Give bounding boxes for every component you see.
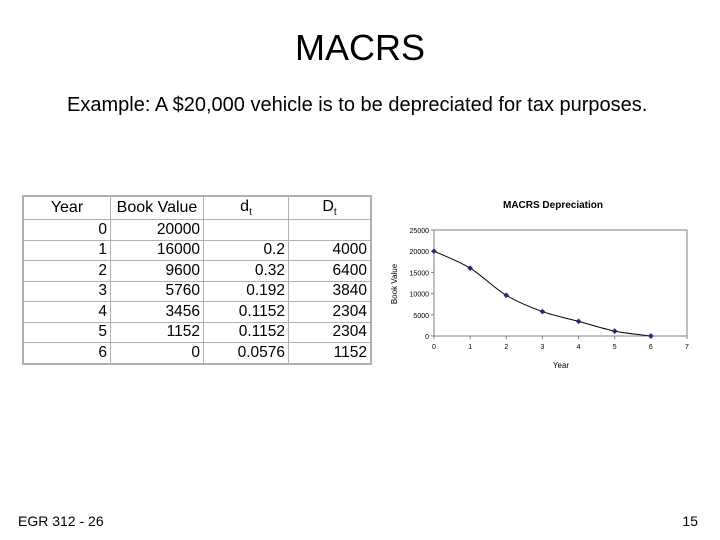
cell-depreciation [289,220,371,241]
y-tick-label: 20000 [409,249,429,257]
chart-y-label: Book Value [390,263,399,305]
header-year [24,197,111,220]
chart-x-label: Year [552,361,570,370]
header-year-label: Year [50,199,84,216]
page-number: 15 [682,513,698,529]
cell-depreciation: 1152 [289,343,371,364]
data-point [540,309,546,315]
header-book-value-label: Book Value [116,199,198,216]
cell-depreciation: 2304 [289,302,371,323]
header-rate-subscript: t [249,207,252,219]
cell-rate: 0.192 [204,281,289,302]
x-tick-label: 6 [648,344,653,351]
cell-year: 4 [24,302,111,323]
header-rate-label: d [240,197,250,215]
cell-rate [204,220,289,241]
data-point [576,319,582,325]
chart-title: MACRS Depreciation [502,200,604,211]
y-tick-label: 25000 [409,228,429,235]
header-depreciation [289,197,371,220]
course-code: EGR 312 - 26 [18,513,104,529]
example-text: Example: A $20,000 vehicle is to be depreciated for tax purposes. [67,94,648,116]
y-tick-label: 10000 [409,291,429,299]
plot-area-border [434,230,687,336]
data-point [467,265,473,271]
header-rate [204,197,289,220]
x-tick-label: 7 [685,344,689,351]
y-tick-label: 0 [425,334,429,341]
table-row [24,322,371,343]
cell-year: 3 [24,281,111,302]
data-point [431,248,437,254]
cell-year: 6 [24,343,111,364]
cell-book-value: 0 [111,343,204,364]
cell-book-value: 1152 [111,322,204,343]
cell-book-value: 20000 [111,220,204,241]
cell-book-value: 16000 [111,240,204,261]
cell-book-value: 3456 [111,302,204,323]
cell-rate: 0.32 [204,261,289,282]
cell-depreciation: 6400 [289,261,371,282]
header-book-value [111,197,204,220]
chart-tick-labels [410,228,690,351]
table-row [24,343,371,364]
y-tick-label: 5000 [413,312,429,320]
data-point [612,328,618,334]
depreciation-table-container [22,195,372,365]
cell-rate: 0.1152 [204,302,289,323]
x-tick-label: 1 [468,344,473,351]
cell-rate: 0.1152 [204,322,289,343]
header-depreciation-label: D [322,197,334,215]
table-row [24,220,371,241]
cell-year: 5 [24,322,111,343]
x-tick-label: 3 [540,344,545,351]
slide-title: MACRS [294,27,425,68]
cell-year: 1 [24,240,111,261]
depreciation-table [23,196,371,364]
macrs-chart [385,188,710,378]
table-row [24,240,371,261]
table-row [24,281,371,302]
cell-rate: 0.0576 [204,343,289,364]
cell-book-value: 9600 [111,261,204,282]
table-row [24,261,371,282]
data-point [648,333,654,339]
cell-depreciation: 3840 [289,281,371,302]
header-depreciation-subscript: t [333,207,337,219]
cell-depreciation: 2304 [289,322,371,343]
data-point [503,292,509,298]
cell-depreciation: 4000 [289,240,371,261]
cell-rate: 0.2 [204,240,289,261]
table-row [24,302,371,323]
cell-book-value: 5760 [111,281,204,302]
series-line [434,251,651,336]
x-tick-label: 4 [576,344,581,351]
x-tick-label: 5 [612,344,617,351]
x-tick-label: 2 [504,344,509,351]
cell-year: 0 [24,220,111,241]
table-header-row [24,197,371,220]
chart-axes [431,230,687,339]
x-tick-label: 0 [432,344,436,351]
chart-series [431,248,654,338]
cell-year: 2 [24,261,111,282]
y-tick-label: 15000 [409,270,429,278]
